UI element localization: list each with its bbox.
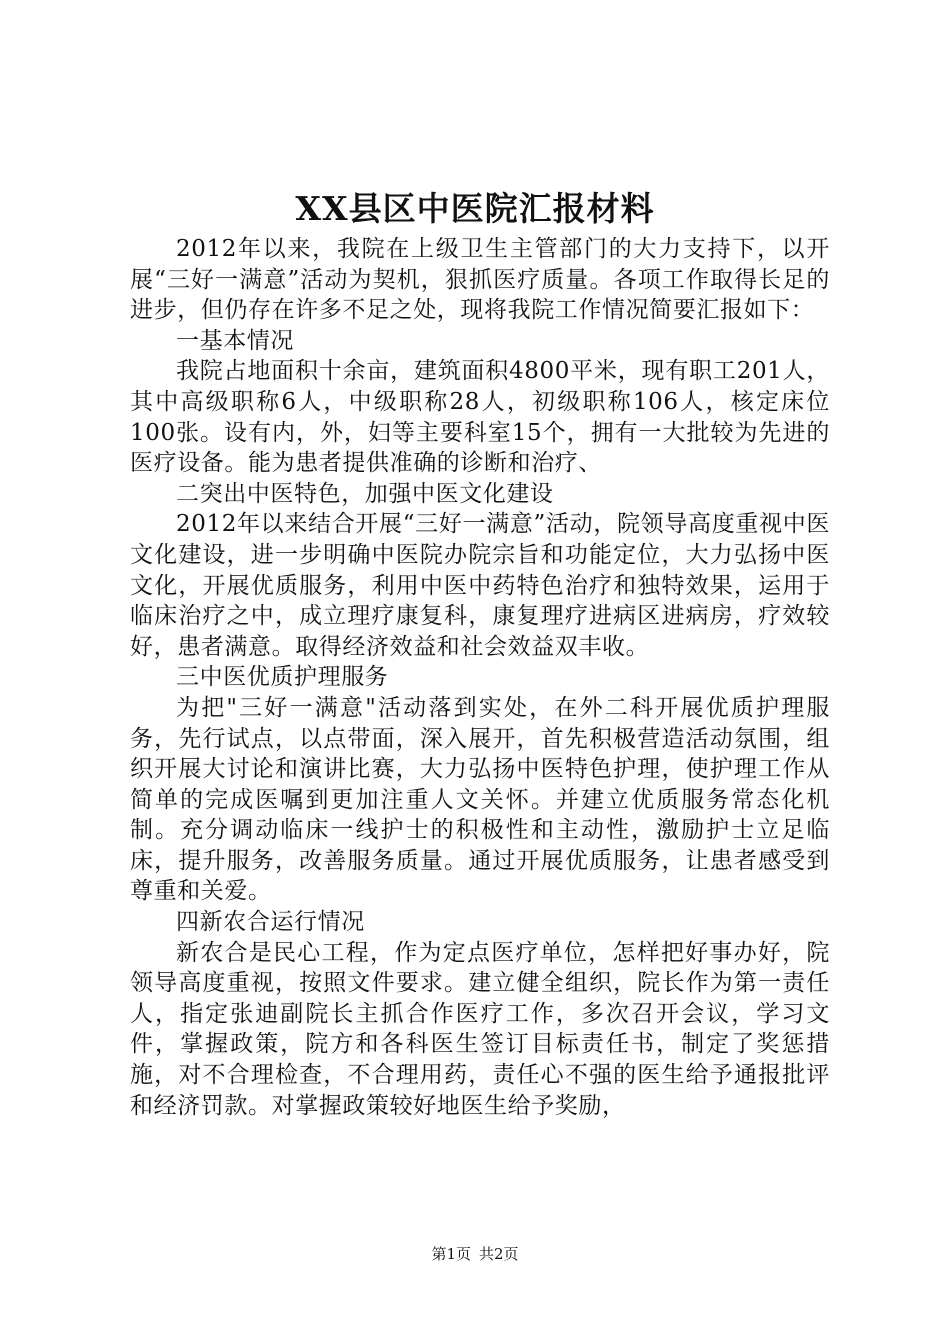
document-body (130, 234, 830, 1121)
basic-info-paragraph: 我院占地面积十余亩，建筑面积4800平米，现有职工201人，其中高级职称6人，中级职称28人，初级职称106人，核定床位100张。设有内，外，妇等主要科室15个，拥有一大批较为先进的医疗设备。能为患者提供准确的诊断和治疗、 (130, 358, 830, 477)
page-footer (0, 1244, 950, 1264)
rural-cooperative-paragraph: 新农合是民心工程，作为定点医疗单位，怎样把好事办好，院领导高度重视，按照文件要求。建立健全组织，院长作为第一责任人，指定张迪副院长主抓合作医疗工作，多次召开会议，学习文件，掌握政策，院方和各科医生签订目标责任书，制定了奖惩措施，对不合理检查，不合理用药，责任心不强的医生给予通报批评和经济罚款。对掌握政策较好地医生给予奖励， (130, 939, 830, 1119)
section-heading-rural-cooperative: 四新农合运行情况 (176, 909, 365, 936)
section-heading-basic-info: 一基本情况 (176, 327, 294, 354)
nursing-service-paragraph: 为把"三好一满意"活动落到实处，在外二科开展优质护理服务，先行试点，以点带面，深入展开，首先积极营造活动氛围，组织开展大讨论和演讲比赛，大力弘扬中医特色护理，使护理工作从简单的完成医嘱到更加注重人文关怀。并建立优质服务常态化机制。充分调动临床一线护士的积极性和主动性，激励护士立足临床，提升服务，改善服务质量。通过开展优质服务，让患者感受到尊重和关爱。 (130, 694, 830, 905)
intro-paragraph: 2012年以来，我院在上级卫生主管部门的大力支持下，以开展“三好一满意”活动为契机，狠抓医疗质量。各项工作取得长足的进步，但仍存在许多不足之处，现将我院工作情况简要汇报如下： (130, 236, 830, 324)
page-number-current: 第1页 (431, 1245, 471, 1263)
section-heading-nursing-service: 三中医优质护理服务 (176, 664, 389, 691)
tcm-culture-paragraph: 2012年以来结合开展“三好一满意”活动，院领导高度重视中医文化建设，进一步明确中医院办院宗旨和功能定位，大力弘扬中医文化，开展优质服务，利用中医中药特色治疗和独特效果，运用于临床治疗之中，成立理疗康复科，康复理疗进病区进病房，疗效较好，患者满意。取得经济效益和社会效益双丰收。 (130, 511, 830, 660)
page-title: XX县区中医院汇报材料 (295, 189, 655, 228)
section-heading-tcm-culture: 二突出中医特色，加强中医文化建设 (176, 480, 554, 507)
page-number-total: 共2页 (479, 1245, 519, 1263)
